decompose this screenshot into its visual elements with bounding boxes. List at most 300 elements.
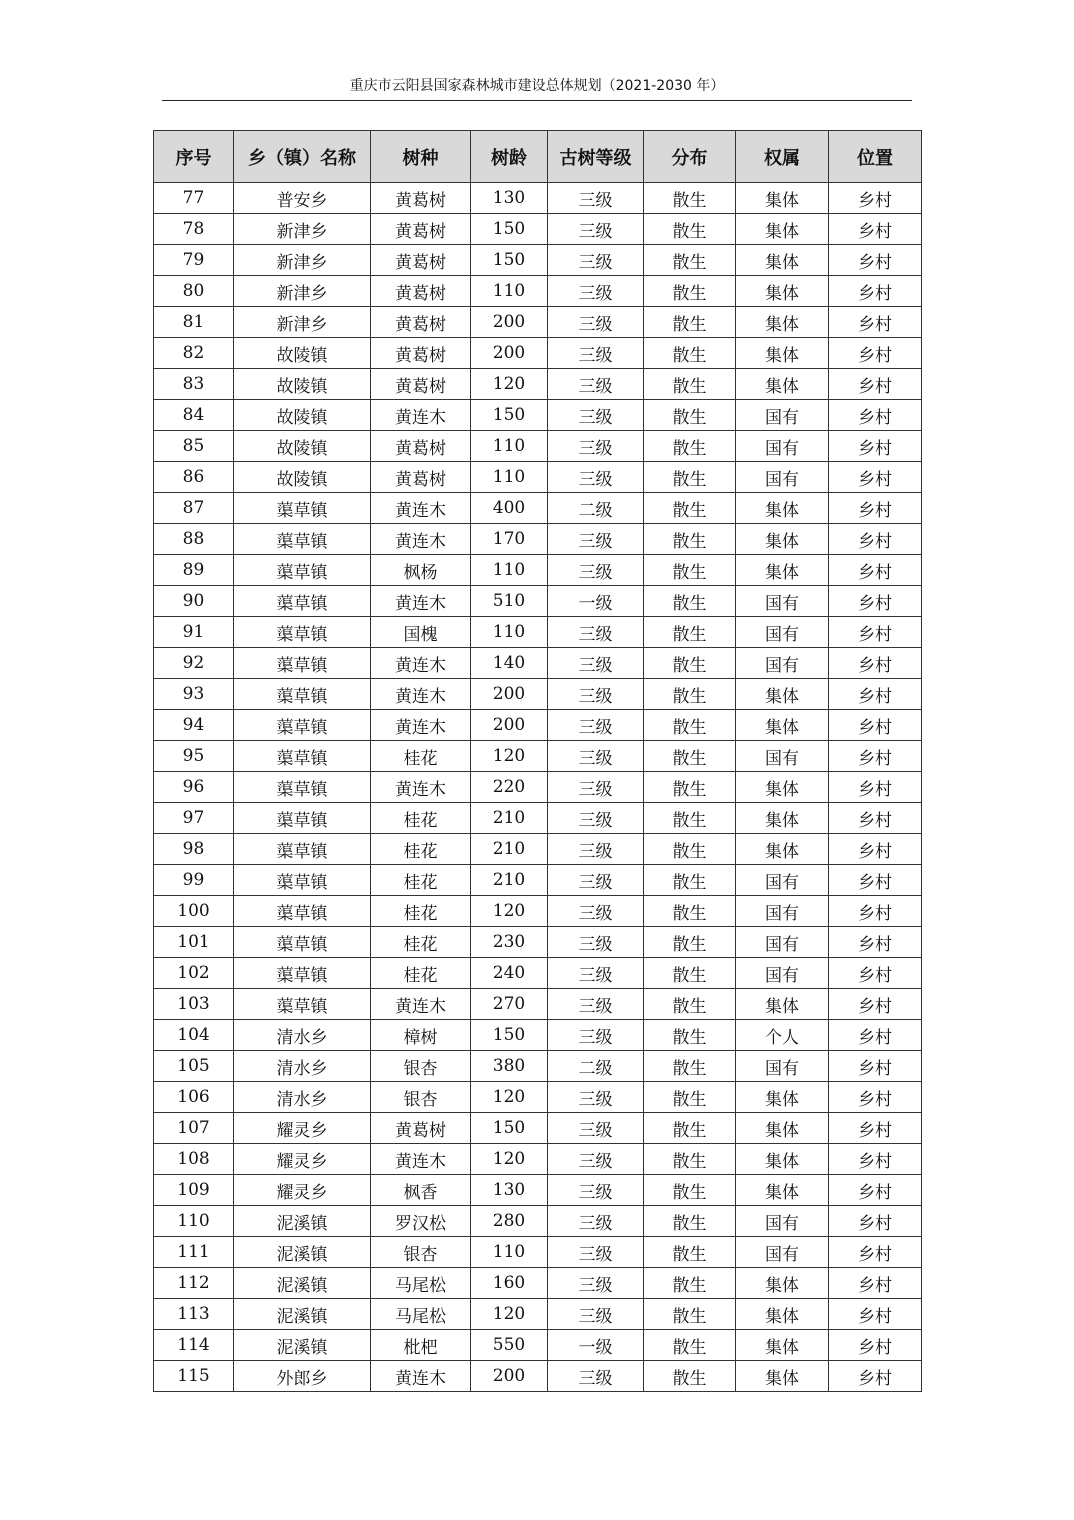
cell-ownership: 集体 bbox=[736, 989, 829, 1020]
cell-ownership: 集体 bbox=[736, 1361, 829, 1392]
cell-location: 乡村 bbox=[829, 1144, 922, 1175]
cell-age: 550 bbox=[471, 1330, 548, 1361]
table-row bbox=[154, 1113, 922, 1144]
cell-distribution: 散生 bbox=[644, 524, 736, 555]
cell-township: 泥溪镇 bbox=[234, 1268, 371, 1299]
cell-ownership: 集体 bbox=[736, 555, 829, 586]
cell-index: 102 bbox=[154, 958, 234, 989]
cell-index: 91 bbox=[154, 617, 234, 648]
cell-ownership: 国有 bbox=[736, 896, 829, 927]
cell-township: 清水乡 bbox=[234, 1020, 371, 1051]
cell-distribution: 散生 bbox=[644, 1113, 736, 1144]
cell-species: 黄连木 bbox=[371, 679, 471, 710]
cell-distribution: 散生 bbox=[644, 958, 736, 989]
table-row bbox=[154, 772, 922, 803]
cell-township: 泥溪镇 bbox=[234, 1206, 371, 1237]
cell-species: 桂花 bbox=[371, 896, 471, 927]
cell-index: 84 bbox=[154, 400, 234, 431]
cell-age: 200 bbox=[471, 710, 548, 741]
table-row bbox=[154, 648, 922, 679]
table-row bbox=[154, 338, 922, 369]
cell-grade: 三级 bbox=[548, 183, 644, 214]
cell-township: 蕖草镇 bbox=[234, 586, 371, 617]
cell-ownership: 国有 bbox=[736, 865, 829, 896]
cell-ownership: 集体 bbox=[736, 338, 829, 369]
cell-grade: 三级 bbox=[548, 1175, 644, 1206]
cell-age: 160 bbox=[471, 1268, 548, 1299]
cell-location: 乡村 bbox=[829, 1082, 922, 1113]
cell-ownership: 集体 bbox=[736, 1268, 829, 1299]
cell-distribution: 散生 bbox=[644, 183, 736, 214]
cell-species: 黄连木 bbox=[371, 400, 471, 431]
cell-grade: 三级 bbox=[548, 834, 644, 865]
cell-grade: 三级 bbox=[548, 338, 644, 369]
cell-distribution: 散生 bbox=[644, 1082, 736, 1113]
cell-age: 230 bbox=[471, 927, 548, 958]
cell-ownership: 集体 bbox=[736, 1330, 829, 1361]
cell-index: 94 bbox=[154, 710, 234, 741]
cell-grade: 一级 bbox=[548, 586, 644, 617]
cell-age: 210 bbox=[471, 834, 548, 865]
cell-township: 故陵镇 bbox=[234, 400, 371, 431]
cell-township: 蕖草镇 bbox=[234, 772, 371, 803]
column-header-ownership: 权属 bbox=[736, 131, 829, 183]
cell-ownership: 个人 bbox=[736, 1020, 829, 1051]
table-row bbox=[154, 493, 922, 524]
cell-location: 乡村 bbox=[829, 183, 922, 214]
cell-location: 乡村 bbox=[829, 1268, 922, 1299]
table-row bbox=[154, 896, 922, 927]
cell-township: 蕖草镇 bbox=[234, 989, 371, 1020]
table-row bbox=[154, 865, 922, 896]
cell-index: 105 bbox=[154, 1051, 234, 1082]
table-row bbox=[154, 183, 922, 214]
cell-ownership: 国有 bbox=[736, 431, 829, 462]
cell-distribution: 散生 bbox=[644, 1268, 736, 1299]
cell-age: 210 bbox=[471, 803, 548, 834]
cell-species: 桂花 bbox=[371, 958, 471, 989]
cell-age: 220 bbox=[471, 772, 548, 803]
cell-location: 乡村 bbox=[829, 679, 922, 710]
column-header-distribution: 分布 bbox=[644, 131, 736, 183]
cell-age: 170 bbox=[471, 524, 548, 555]
cell-age: 240 bbox=[471, 958, 548, 989]
cell-index: 101 bbox=[154, 927, 234, 958]
cell-age: 110 bbox=[471, 462, 548, 493]
cell-township: 蕖草镇 bbox=[234, 648, 371, 679]
cell-location: 乡村 bbox=[829, 1175, 922, 1206]
cell-ownership: 集体 bbox=[736, 493, 829, 524]
cell-index: 77 bbox=[154, 183, 234, 214]
cell-location: 乡村 bbox=[829, 1237, 922, 1268]
cell-age: 150 bbox=[471, 214, 548, 245]
cell-township: 蕖草镇 bbox=[234, 710, 371, 741]
cell-age: 150 bbox=[471, 1113, 548, 1144]
table-row bbox=[154, 524, 922, 555]
cell-township: 故陵镇 bbox=[234, 462, 371, 493]
cell-location: 乡村 bbox=[829, 524, 922, 555]
cell-distribution: 散生 bbox=[644, 834, 736, 865]
cell-distribution: 散生 bbox=[644, 803, 736, 834]
cell-age: 110 bbox=[471, 1237, 548, 1268]
cell-index: 115 bbox=[154, 1361, 234, 1392]
cell-species: 黄连木 bbox=[371, 493, 471, 524]
table-row bbox=[154, 276, 922, 307]
cell-location: 乡村 bbox=[829, 369, 922, 400]
cell-township: 蕖草镇 bbox=[234, 493, 371, 524]
cell-township: 蕖草镇 bbox=[234, 803, 371, 834]
cell-index: 96 bbox=[154, 772, 234, 803]
cell-species: 马尾松 bbox=[371, 1299, 471, 1330]
cell-index: 93 bbox=[154, 679, 234, 710]
cell-township: 新津乡 bbox=[234, 245, 371, 276]
cell-index: 100 bbox=[154, 896, 234, 927]
cell-grade: 三级 bbox=[548, 989, 644, 1020]
column-header-grade: 古树等级 bbox=[548, 131, 644, 183]
cell-township: 泥溪镇 bbox=[234, 1330, 371, 1361]
cell-location: 乡村 bbox=[829, 1113, 922, 1144]
cell-ownership: 国有 bbox=[736, 1206, 829, 1237]
table-body bbox=[154, 183, 922, 1392]
cell-location: 乡村 bbox=[829, 462, 922, 493]
cell-age: 120 bbox=[471, 896, 548, 927]
cell-age: 120 bbox=[471, 741, 548, 772]
cell-species: 枫香 bbox=[371, 1175, 471, 1206]
cell-distribution: 散生 bbox=[644, 927, 736, 958]
cell-ownership: 集体 bbox=[736, 214, 829, 245]
cell-ownership: 集体 bbox=[736, 1082, 829, 1113]
cell-species: 黄连木 bbox=[371, 524, 471, 555]
cell-ownership: 集体 bbox=[736, 834, 829, 865]
cell-index: 83 bbox=[154, 369, 234, 400]
cell-ownership: 国有 bbox=[736, 400, 829, 431]
cell-township: 耀灵乡 bbox=[234, 1175, 371, 1206]
cell-grade: 三级 bbox=[548, 865, 644, 896]
cell-ownership: 集体 bbox=[736, 369, 829, 400]
cell-grade: 三级 bbox=[548, 741, 644, 772]
cell-grade: 一级 bbox=[548, 1330, 644, 1361]
cell-distribution: 散生 bbox=[644, 896, 736, 927]
cell-index: 114 bbox=[154, 1330, 234, 1361]
cell-distribution: 散生 bbox=[644, 648, 736, 679]
cell-location: 乡村 bbox=[829, 1051, 922, 1082]
table-row bbox=[154, 369, 922, 400]
cell-location: 乡村 bbox=[829, 927, 922, 958]
cell-township: 蕖草镇 bbox=[234, 741, 371, 772]
cell-index: 95 bbox=[154, 741, 234, 772]
cell-ownership: 集体 bbox=[736, 803, 829, 834]
table-row bbox=[154, 834, 922, 865]
table-row bbox=[154, 245, 922, 276]
cell-age: 150 bbox=[471, 245, 548, 276]
cell-grade: 三级 bbox=[548, 1268, 644, 1299]
cell-ownership: 国有 bbox=[736, 1051, 829, 1082]
cell-index: 78 bbox=[154, 214, 234, 245]
cell-age: 200 bbox=[471, 1361, 548, 1392]
cell-township: 蕖草镇 bbox=[234, 896, 371, 927]
cell-township: 耀灵乡 bbox=[234, 1144, 371, 1175]
cell-ownership: 国有 bbox=[736, 741, 829, 772]
cell-township: 故陵镇 bbox=[234, 369, 371, 400]
cell-species: 桂花 bbox=[371, 865, 471, 896]
cell-location: 乡村 bbox=[829, 1299, 922, 1330]
cell-age: 200 bbox=[471, 307, 548, 338]
table-row bbox=[154, 307, 922, 338]
cell-location: 乡村 bbox=[829, 493, 922, 524]
cell-species: 黄连木 bbox=[371, 772, 471, 803]
cell-age: 110 bbox=[471, 276, 548, 307]
cell-township: 蕖草镇 bbox=[234, 927, 371, 958]
table-row bbox=[154, 989, 922, 1020]
cell-township: 泥溪镇 bbox=[234, 1299, 371, 1330]
cell-species: 黄连木 bbox=[371, 710, 471, 741]
table-row bbox=[154, 1051, 922, 1082]
cell-township: 耀灵乡 bbox=[234, 1113, 371, 1144]
cell-index: 107 bbox=[154, 1113, 234, 1144]
cell-distribution: 散生 bbox=[644, 865, 736, 896]
cell-species: 黄葛树 bbox=[371, 338, 471, 369]
cell-age: 110 bbox=[471, 617, 548, 648]
cell-distribution: 散生 bbox=[644, 1051, 736, 1082]
column-header-index: 序号 bbox=[154, 131, 234, 183]
cell-grade: 三级 bbox=[548, 307, 644, 338]
cell-index: 92 bbox=[154, 648, 234, 679]
ancient-tree-table bbox=[153, 130, 922, 1392]
cell-grade: 三级 bbox=[548, 276, 644, 307]
cell-index: 81 bbox=[154, 307, 234, 338]
cell-distribution: 散生 bbox=[644, 1330, 736, 1361]
table-row bbox=[154, 586, 922, 617]
cell-location: 乡村 bbox=[829, 989, 922, 1020]
cell-species: 黄葛树 bbox=[371, 431, 471, 462]
table-row bbox=[154, 1237, 922, 1268]
table-row bbox=[154, 679, 922, 710]
cell-distribution: 散生 bbox=[644, 710, 736, 741]
cell-species: 马尾松 bbox=[371, 1268, 471, 1299]
cell-distribution: 散生 bbox=[644, 1175, 736, 1206]
cell-species: 黄葛树 bbox=[371, 214, 471, 245]
cell-species: 黄葛树 bbox=[371, 245, 471, 276]
cell-grade: 三级 bbox=[548, 462, 644, 493]
cell-index: 106 bbox=[154, 1082, 234, 1113]
cell-location: 乡村 bbox=[829, 865, 922, 896]
cell-grade: 三级 bbox=[548, 369, 644, 400]
cell-township: 故陵镇 bbox=[234, 338, 371, 369]
cell-ownership: 集体 bbox=[736, 524, 829, 555]
cell-grade: 三级 bbox=[548, 1206, 644, 1237]
cell-distribution: 散生 bbox=[644, 307, 736, 338]
cell-location: 乡村 bbox=[829, 741, 922, 772]
cell-location: 乡村 bbox=[829, 710, 922, 741]
cell-township: 蕖草镇 bbox=[234, 617, 371, 648]
cell-location: 乡村 bbox=[829, 1361, 922, 1392]
page-header bbox=[162, 74, 912, 101]
cell-index: 110 bbox=[154, 1206, 234, 1237]
cell-location: 乡村 bbox=[829, 338, 922, 369]
table-row bbox=[154, 927, 922, 958]
cell-distribution: 散生 bbox=[644, 400, 736, 431]
cell-township: 蕖草镇 bbox=[234, 958, 371, 989]
cell-index: 109 bbox=[154, 1175, 234, 1206]
table-row bbox=[154, 1206, 922, 1237]
cell-location: 乡村 bbox=[829, 245, 922, 276]
cell-location: 乡村 bbox=[829, 1206, 922, 1237]
cell-index: 113 bbox=[154, 1299, 234, 1330]
cell-species: 黄葛树 bbox=[371, 183, 471, 214]
cell-grade: 三级 bbox=[548, 400, 644, 431]
cell-ownership: 国有 bbox=[736, 1237, 829, 1268]
cell-township: 故陵镇 bbox=[234, 431, 371, 462]
cell-distribution: 散生 bbox=[644, 276, 736, 307]
cell-species: 银杏 bbox=[371, 1051, 471, 1082]
cell-index: 88 bbox=[154, 524, 234, 555]
cell-grade: 三级 bbox=[548, 1020, 644, 1051]
cell-grade: 三级 bbox=[548, 1361, 644, 1392]
cell-location: 乡村 bbox=[829, 307, 922, 338]
cell-index: 86 bbox=[154, 462, 234, 493]
table-row bbox=[154, 1175, 922, 1206]
cell-location: 乡村 bbox=[829, 958, 922, 989]
cell-species: 枇杷 bbox=[371, 1330, 471, 1361]
column-header-species: 树种 bbox=[371, 131, 471, 183]
cell-age: 270 bbox=[471, 989, 548, 1020]
cell-distribution: 散生 bbox=[644, 1237, 736, 1268]
cell-ownership: 集体 bbox=[736, 1175, 829, 1206]
cell-ownership: 集体 bbox=[736, 679, 829, 710]
cell-grade: 三级 bbox=[548, 803, 644, 834]
cell-grade: 三级 bbox=[548, 555, 644, 586]
cell-location: 乡村 bbox=[829, 772, 922, 803]
table-row bbox=[154, 1330, 922, 1361]
cell-township: 新津乡 bbox=[234, 214, 371, 245]
cell-index: 80 bbox=[154, 276, 234, 307]
table-row bbox=[154, 214, 922, 245]
cell-location: 乡村 bbox=[829, 586, 922, 617]
cell-distribution: 散生 bbox=[644, 555, 736, 586]
cell-location: 乡村 bbox=[829, 400, 922, 431]
cell-distribution: 散生 bbox=[644, 462, 736, 493]
table-row bbox=[154, 1361, 922, 1392]
table-row bbox=[154, 1082, 922, 1113]
cell-age: 110 bbox=[471, 431, 548, 462]
cell-ownership: 集体 bbox=[736, 1299, 829, 1330]
cell-location: 乡村 bbox=[829, 834, 922, 865]
cell-township: 泥溪镇 bbox=[234, 1237, 371, 1268]
column-header-township: 乡（镇）名称 bbox=[234, 131, 371, 183]
table-row bbox=[154, 462, 922, 493]
table-row bbox=[154, 555, 922, 586]
cell-location: 乡村 bbox=[829, 1020, 922, 1051]
cell-distribution: 散生 bbox=[644, 369, 736, 400]
cell-grade: 三级 bbox=[548, 958, 644, 989]
cell-species: 枫杨 bbox=[371, 555, 471, 586]
cell-distribution: 散生 bbox=[644, 586, 736, 617]
table-row bbox=[154, 1144, 922, 1175]
table-row bbox=[154, 1299, 922, 1330]
cell-species: 银杏 bbox=[371, 1082, 471, 1113]
cell-species: 黄连木 bbox=[371, 1144, 471, 1175]
cell-township: 蕖草镇 bbox=[234, 555, 371, 586]
cell-ownership: 国有 bbox=[736, 586, 829, 617]
table-row bbox=[154, 1020, 922, 1051]
cell-age: 150 bbox=[471, 1020, 548, 1051]
cell-grade: 三级 bbox=[548, 679, 644, 710]
cell-location: 乡村 bbox=[829, 648, 922, 679]
cell-grade: 二级 bbox=[548, 1051, 644, 1082]
column-header-location: 位置 bbox=[829, 131, 922, 183]
cell-species: 黄葛树 bbox=[371, 276, 471, 307]
cell-index: 89 bbox=[154, 555, 234, 586]
cell-index: 104 bbox=[154, 1020, 234, 1051]
cell-ownership: 国有 bbox=[736, 958, 829, 989]
cell-index: 112 bbox=[154, 1268, 234, 1299]
cell-grade: 三级 bbox=[548, 772, 644, 803]
cell-age: 130 bbox=[471, 183, 548, 214]
cell-species: 国槐 bbox=[371, 617, 471, 648]
cell-species: 黄葛树 bbox=[371, 462, 471, 493]
cell-species: 黄连木 bbox=[371, 586, 471, 617]
cell-ownership: 集体 bbox=[736, 772, 829, 803]
cell-index: 87 bbox=[154, 493, 234, 524]
table-row bbox=[154, 741, 922, 772]
table-row bbox=[154, 400, 922, 431]
cell-species: 桂花 bbox=[371, 803, 471, 834]
cell-species: 银杏 bbox=[371, 1237, 471, 1268]
cell-grade: 三级 bbox=[548, 214, 644, 245]
cell-age: 510 bbox=[471, 586, 548, 617]
cell-index: 79 bbox=[154, 245, 234, 276]
cell-age: 400 bbox=[471, 493, 548, 524]
cell-index: 108 bbox=[154, 1144, 234, 1175]
cell-township: 普安乡 bbox=[234, 183, 371, 214]
cell-grade: 三级 bbox=[548, 710, 644, 741]
cell-grade: 三级 bbox=[548, 524, 644, 555]
cell-index: 103 bbox=[154, 989, 234, 1020]
cell-grade: 三级 bbox=[548, 245, 644, 276]
document-title: 重庆市云阳县国家森林城市建设总体规划（2021-2030 年） bbox=[349, 78, 725, 94]
cell-distribution: 散生 bbox=[644, 772, 736, 803]
cell-age: 120 bbox=[471, 369, 548, 400]
cell-distribution: 散生 bbox=[644, 741, 736, 772]
cell-location: 乡村 bbox=[829, 617, 922, 648]
cell-distribution: 散生 bbox=[644, 1144, 736, 1175]
cell-grade: 三级 bbox=[548, 1082, 644, 1113]
cell-township: 新津乡 bbox=[234, 276, 371, 307]
cell-distribution: 散生 bbox=[644, 1206, 736, 1237]
cell-grade: 三级 bbox=[548, 1237, 644, 1268]
cell-ownership: 集体 bbox=[736, 276, 829, 307]
cell-grade: 三级 bbox=[548, 927, 644, 958]
cell-distribution: 散生 bbox=[644, 493, 736, 524]
cell-ownership: 集体 bbox=[736, 307, 829, 338]
cell-index: 85 bbox=[154, 431, 234, 462]
cell-age: 210 bbox=[471, 865, 548, 896]
cell-grade: 三级 bbox=[548, 617, 644, 648]
cell-location: 乡村 bbox=[829, 1330, 922, 1361]
cell-species: 黄葛树 bbox=[371, 307, 471, 338]
cell-species: 黄葛树 bbox=[371, 369, 471, 400]
cell-index: 99 bbox=[154, 865, 234, 896]
cell-species: 黄葛树 bbox=[371, 1113, 471, 1144]
cell-species: 桂花 bbox=[371, 834, 471, 865]
cell-location: 乡村 bbox=[829, 214, 922, 245]
table-row bbox=[154, 958, 922, 989]
cell-grade: 三级 bbox=[548, 1144, 644, 1175]
cell-distribution: 散生 bbox=[644, 431, 736, 462]
table-row bbox=[154, 617, 922, 648]
cell-ownership: 集体 bbox=[736, 183, 829, 214]
cell-ownership: 集体 bbox=[736, 1113, 829, 1144]
